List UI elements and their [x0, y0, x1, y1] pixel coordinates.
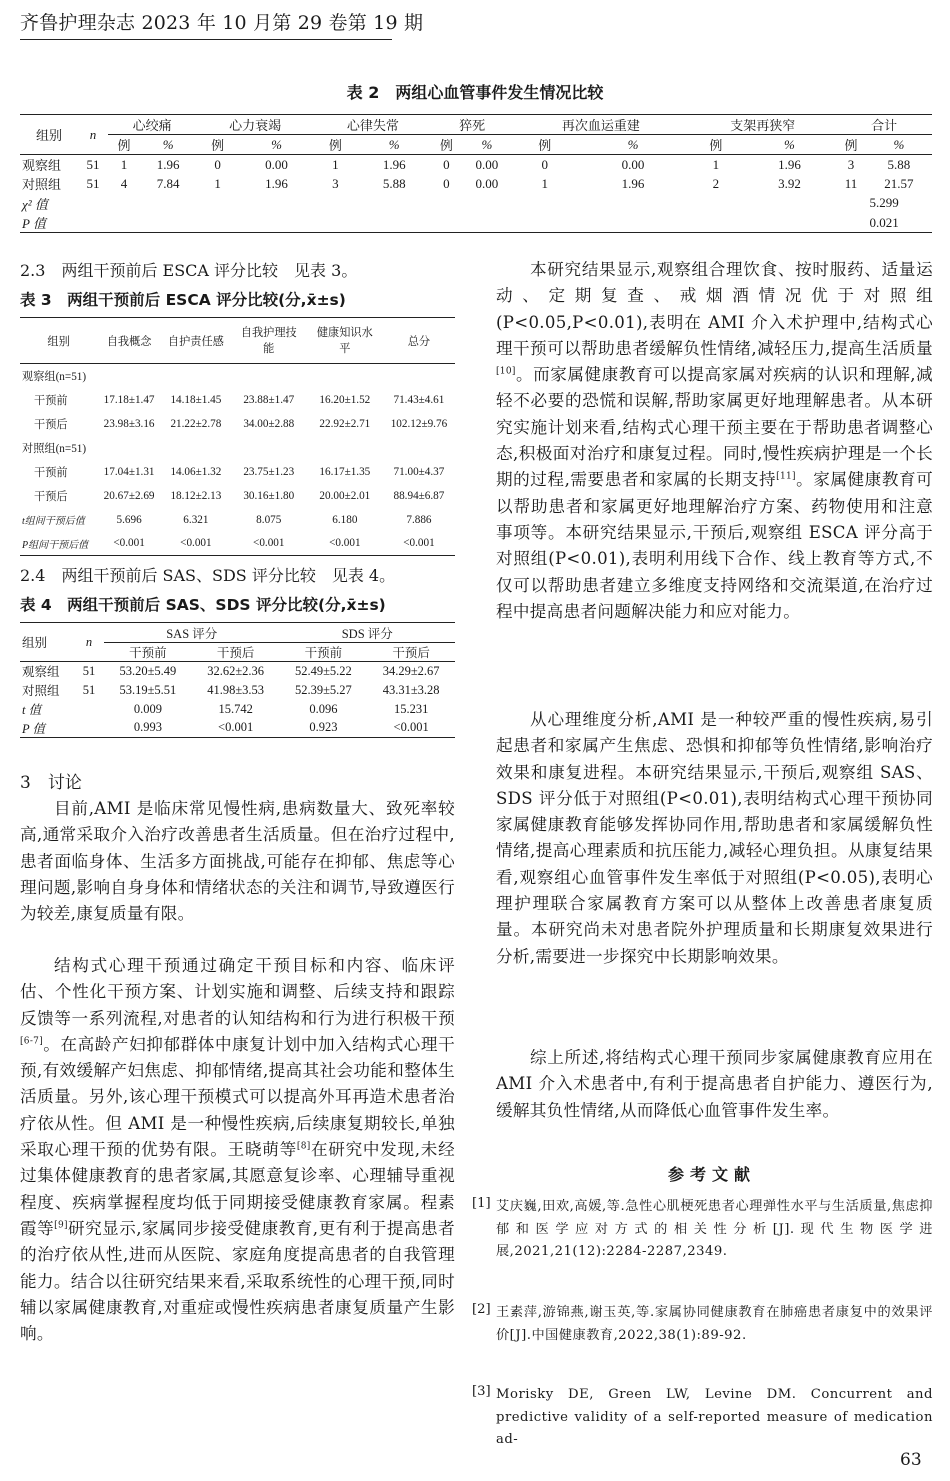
references-heading: 参考文献	[667, 1165, 756, 1184]
t2-event: 再次血运重建	[513, 115, 690, 135]
t2-chi-value: 5.299	[869, 195, 899, 211]
t2-cell: 0.00	[475, 156, 499, 172]
t4-cell: 对照组	[22, 684, 60, 698]
t4-cell: 0.009	[133, 701, 162, 716]
t2-sub-pct: %	[388, 136, 400, 152]
t2-sub-pct: %	[481, 136, 493, 152]
t4-cell: 52.39±5.27	[294, 682, 352, 697]
t2-cell: 21.57	[884, 175, 914, 191]
right-paragraph-2: 从心理维度分析,AMI 是一种较严重的慢性疾病,易引起患者和家属产生焦虑、恐惧和抑郁等负性情绪,影响治疗效果和康复进程。本研究结果显示,干预后,观察组 SAS、SDS 评分低于对照组(P<0.01),表明结构式心理干预协同家属健康教育能够发挥协同作用,帮助患者和家属缓解负性情绪,提高心理素质和抗压能力,减轻心理负担。从康复结果看,观察组心血管事件发生率低于对照组(P<0.05),表明心理护理联合家属教育方案可以从整体上改善患者康复质量。本研究尚未对患者院外护理质量和长期康复效果进行分析,需要进一步探究中长期影响效果。	[496, 710, 933, 966]
t3-cell: <0.001	[180, 537, 212, 550]
t4-cell: 观察组	[22, 665, 60, 680]
t2-event: 合计	[836, 115, 932, 135]
t4-cell: 53.20±5.49	[119, 663, 177, 678]
t4-cell: 51	[82, 663, 96, 678]
t2-cell: 1	[332, 156, 339, 172]
t4-cell: <0.001	[393, 720, 429, 735]
t2-sub-pct: %	[784, 136, 795, 152]
ref-text: 艾庆巍,田欢,高媛,等.急性心肌梗死患者心理弹性水平与生活质量,焦虑抑郁和医学应对方式的相关性分析[J].现代生物医学进展,2021,21(12):2284-2287,2349.	[496, 1199, 933, 1259]
t3-cell: 8.075	[256, 513, 282, 526]
t4-cell: 41.98±3.53	[207, 682, 265, 697]
t4-cell: 32.62±2.36	[207, 663, 265, 678]
t2-cell: 1.96	[778, 156, 801, 172]
t3-header: 组别	[47, 335, 70, 348]
t4-col-group: 组别	[20, 623, 74, 662]
t2-sub-cases: 例	[328, 138, 342, 153]
citation: [11]	[776, 471, 796, 482]
t4-cell: 0.923	[309, 720, 338, 735]
t2-cell: 1	[541, 175, 548, 191]
t2-p-label: P 值	[22, 216, 46, 231]
t2-event: 心绞痛	[108, 115, 196, 135]
t2-event: 心力衰竭	[196, 115, 314, 135]
t4-cell: 15.231	[393, 701, 429, 716]
t2-col-n: n	[78, 115, 108, 155]
page-number: 63	[900, 1450, 922, 1470]
t3-cell: 6.180	[332, 513, 358, 526]
right-paragraph-3: 综上所述,将结构式心理干预同步家属健康教育应用在 AMI 介入术患者中,有利于提高患者自护能力、遵医行为,缓解其负性情绪,从而降低心血管事件发生率。	[496, 1048, 933, 1120]
t3-header: 自我概念	[106, 335, 152, 348]
t3-cell: 6.321	[183, 513, 209, 526]
t4-cell: 43.31±3.28	[382, 682, 440, 697]
table2	[20, 114, 932, 233]
ref-text: Morisky DE, Green LW, Levine DM. Concurrent and predictive validity of a self-reported measure of medication ad-	[496, 1387, 933, 1447]
t2-cell: 观察组	[22, 158, 62, 173]
table4-caption: 表 4 两组干预前后 SAS、SDS 评分比较(分,x̄±s)	[20, 596, 386, 614]
t3-cell: 22.92±2.71	[319, 417, 371, 430]
t3-cell: 18.12±2.13	[170, 489, 222, 502]
text-run: 。家属健康教育可以帮助患者和家属更好地理解治疗方案、药物使用和注意事项等。本研究结果显示,干预后,观察组 ESCA 评分高于对照组(P<0.01),表明利用线下合作、线上教育等方式,不仅可以帮助患者建立多维度支持网络和交流渠道,在治疗过程中提高患者问题解决能力和应对能力。	[496, 470, 934, 621]
t3-cell: 23.88±1.47	[243, 393, 295, 406]
t2-event: 支架再狭窄	[689, 115, 836, 135]
ref-number: [3]	[472, 1384, 491, 1399]
t2-cell: 0.00	[475, 175, 499, 191]
t2-cell: 4	[120, 175, 128, 191]
t2-cell: 0.00	[621, 156, 645, 172]
t4-cell: 52.49±5.22	[294, 663, 352, 678]
section-2-4: 2.4 两组干预前后 SAS、SDS 评分比较 见表 4。	[20, 566, 396, 585]
t2-cell: 1.96	[265, 175, 288, 191]
t2-cell: 1.96	[382, 156, 406, 172]
t2-cell: 5.88	[887, 156, 911, 172]
t2-sub-cases: 例	[117, 138, 131, 153]
t3-header: 自我护理技能	[240, 326, 297, 355]
citation: [9]	[54, 1220, 68, 1231]
t3-cell: 14.18±1.45	[170, 393, 222, 406]
t3-label-after: 干预后	[34, 490, 68, 503]
t3-cell: 7.886	[406, 513, 432, 526]
t2-cell: 51	[86, 175, 100, 191]
t2-sub-pct: %	[893, 136, 905, 152]
section-2-3: 2.3 两组干预前后 ESCA 评分比较 见表 3。	[20, 261, 358, 280]
t3-cell: 20.00±2.01	[319, 489, 371, 502]
text-run: 结构式心理干预通过确定干预目标和内容、临床评估、个性化干预方案、计划实施和调整、后续支持和跟踪反馈等一系列流程,对患者的认知结构和行为进行积极干预	[20, 956, 455, 1028]
t2-sub-cases: 例	[844, 138, 858, 153]
journal-header: 齐鲁护理杂志 2023 年 10 月第 29 卷第 19 期	[20, 8, 392, 40]
t4-before: 干预前	[129, 646, 167, 660]
t2-cell: 0	[541, 156, 548, 172]
t3-label-before: 干预前	[34, 394, 68, 407]
table3	[20, 317, 455, 556]
t3-obs-label: 观察组(n=51)	[22, 370, 87, 383]
ref-text: 王素萍,游锦燕,谢玉英,等.家属协同健康教育在肺癌患者康复中的效果评价[J].中国健康教育,2022,38(1):89-92.	[496, 1305, 933, 1343]
t3-cell: 71.00±4.37	[393, 465, 445, 478]
t2-sub-cases: 例	[439, 138, 453, 153]
t3-cell: 30.16±1.80	[243, 489, 295, 502]
t2-cell: 11	[844, 175, 858, 191]
ref-number: [2]	[472, 1302, 491, 1317]
t3-label-before: 干预前	[34, 466, 68, 479]
table3-caption: 表 3 两组干预前后 ESCA 评分比较(分,x̄±s)	[20, 291, 346, 309]
t3-cell: 14.06±1.32	[170, 465, 222, 478]
t2-cell: 1	[214, 175, 221, 191]
t3-cell: 23.75±1.23	[243, 465, 295, 478]
text-run: 在研究中发现,未经过集体健康教育的患者家属,其愿意复诊率、心理辅导重视程度、疾病掌握程度均低于同期接受健康教育家属。程素霞等	[20, 1140, 455, 1238]
t4-cell: 0.993	[133, 720, 162, 735]
t3-cell: <0.001	[253, 537, 285, 550]
t4-p-label: P 值	[22, 721, 46, 736]
t3-header: 总分	[407, 335, 431, 348]
t2-cell: 5.88	[382, 175, 406, 191]
t2-cell: 3	[847, 156, 855, 172]
t2-cell: 7.84	[156, 175, 180, 191]
t2-row-ctrl	[20, 174, 932, 194]
t3-cell: 5.696	[116, 513, 142, 526]
t3-cell: 16.20±1.52	[319, 393, 371, 406]
left-paragraph-1: 目前,AMI 是临床常见慢性病,患病数量大、致死率较高,通常采取介入治疗改善患者生活质量。但在治疗过程中,患者面临身体、生活多方面挑战,可能存在抑郁、焦虑等心理问题,影响自身身体和情绪状态的关注和调节,导致遵医行为较差,康复质量有限。	[20, 799, 455, 924]
t3-header: 自护责任感	[167, 335, 224, 348]
t2-cell: 0.00	[265, 156, 288, 172]
ref-number: [1]	[472, 1196, 491, 1211]
t3-header: 健康知识水平	[316, 326, 373, 355]
section-3-heading: 3 讨论	[20, 773, 82, 793]
t3-cell: 20.67±2.69	[103, 489, 155, 502]
citation: [10]	[496, 366, 516, 377]
t3-cell: 34.00±2.88	[243, 417, 295, 430]
t3-t-label: t组间干预后值	[22, 516, 85, 527]
t4-cell: 53.19±5.51	[119, 682, 177, 697]
t2-sub-pct: %	[627, 136, 639, 152]
t2-cell: 0	[214, 156, 221, 172]
t3-cell: 71.43±4.61	[393, 393, 445, 406]
table4	[20, 622, 455, 738]
t3-cell: 21.22±2.78	[170, 417, 222, 430]
t3-ctrl-label: 对照组(n=51)	[22, 442, 87, 455]
t4-after: 干预后	[216, 646, 255, 660]
t2-event: 猝死	[432, 115, 513, 135]
t3-p-label: P组间干预后值	[22, 539, 89, 551]
t2-cell: 51	[86, 156, 100, 172]
text-run: 。在高龄产妇抑郁群体中康复计划中加入结构式心理干预,有效缓解产妇焦虑、抑郁情绪,提高其社会功能和整体生活质量。另外,该心理干预模式可以提高外耳再造术患者治疗依从性。但 AMI 是一种慢性疾病,后续康复期较长,单独采取心理干预的优势有限。王晓萌等	[20, 1034, 455, 1160]
t2-row-chi	[20, 194, 932, 214]
t3-cell: 17.18±1.47	[103, 393, 155, 406]
t3-cell: 23.98±3.16	[103, 417, 155, 430]
t4-sas: SAS 评分	[104, 623, 280, 643]
t2-row-obs	[20, 155, 932, 175]
t2-cell: 1.96	[156, 156, 180, 172]
citation: [8]	[296, 1141, 311, 1152]
t2-row-p	[20, 213, 932, 233]
t3-cell: <0.001	[403, 537, 435, 550]
t2-cell: 0	[443, 175, 450, 191]
citation: [6-7]	[20, 1036, 44, 1047]
t4-before: 干预前	[304, 646, 343, 660]
t4-cell: <0.001	[218, 720, 254, 735]
t2-sub-pct: %	[162, 136, 174, 152]
t4-cell: 15.742	[218, 701, 253, 716]
t4-cell: 51	[82, 682, 96, 697]
t4-after: 干预后	[392, 646, 430, 660]
t4-cell: 34.29±2.67	[382, 663, 440, 678]
text-run: 研究显示,家属同步接受健康教育,更有利于提高患者的治疗依从性,进而从医院、家庭角度提高患者的自我管理能力。结合以往研究结果来看,采取系统性的心理干预,同时辅以家属健康教育,对重症或慢性疾病患者康复质量产生影响。	[20, 1218, 455, 1344]
t2-sub-pct: %	[271, 136, 282, 152]
t2-cell: 1.96	[621, 175, 645, 191]
text-run: 。而家属健康教育可以提高家属对疾病的认识和理解,减轻不必要的恐慌和误解,帮助家属更好地理解患者。从本研究实施计划来看,结构式心理干预主要在于帮助患者调整心态,积极面对治疗和康复过程。同时,慢性疾病护理是一个长期的过程,需要患者和家属的长期支持	[496, 365, 933, 490]
left-paragraph-2	[20, 953, 455, 1347]
t3-cell: 88.94±6.87	[393, 489, 445, 502]
t2-sub-cases: 例	[211, 138, 225, 153]
t3-cell: 102.12±9.76	[390, 417, 448, 430]
text-run: 本研究结果显示,观察组合理饮食、按时服药、适量运动、定期复查、戒烟酒情况优于对照组(P<0.05,P<0.01),表明在 AMI 介入术护理中,结构式心理干预可以帮助患者缓解负性情绪,减轻压力,提高生活质量	[496, 260, 933, 358]
t3-label-after: 干预后	[34, 418, 68, 431]
t2-cell: 对照组	[22, 177, 62, 193]
t3-cell: 17.04±1.31	[103, 465, 155, 478]
t3-cell: 16.17±1.35	[319, 465, 371, 478]
t2-col-group: 组别	[20, 115, 78, 155]
t2-cell: 3	[332, 175, 339, 191]
t2-p-value: 0.021	[869, 214, 899, 230]
table2-caption: 表 2 两组心血管事件发生情况比较	[346, 83, 604, 102]
t2-cell: 2	[712, 175, 720, 191]
t2-event: 心律失常	[314, 115, 432, 135]
t3-cell: <0.001	[329, 537, 361, 550]
t3-cell: <0.001	[113, 537, 145, 550]
t2-cell: 0	[443, 156, 450, 172]
t4-sds: SDS 评分	[280, 623, 456, 643]
t4-cell: 0.096	[309, 701, 338, 716]
t4-t-label: t 值	[22, 703, 42, 717]
t2-cell: 1	[120, 156, 128, 172]
t4-col-n: n	[74, 623, 104, 662]
t2-chi-label: χ² 值	[22, 196, 48, 212]
t2-sub-cases: 例	[709, 138, 723, 153]
t2-cell: 3.92	[778, 175, 801, 191]
right-paragraph-1	[496, 257, 933, 625]
t2-cell: 1	[712, 156, 720, 172]
t2-sub-cases: 例	[538, 138, 552, 153]
